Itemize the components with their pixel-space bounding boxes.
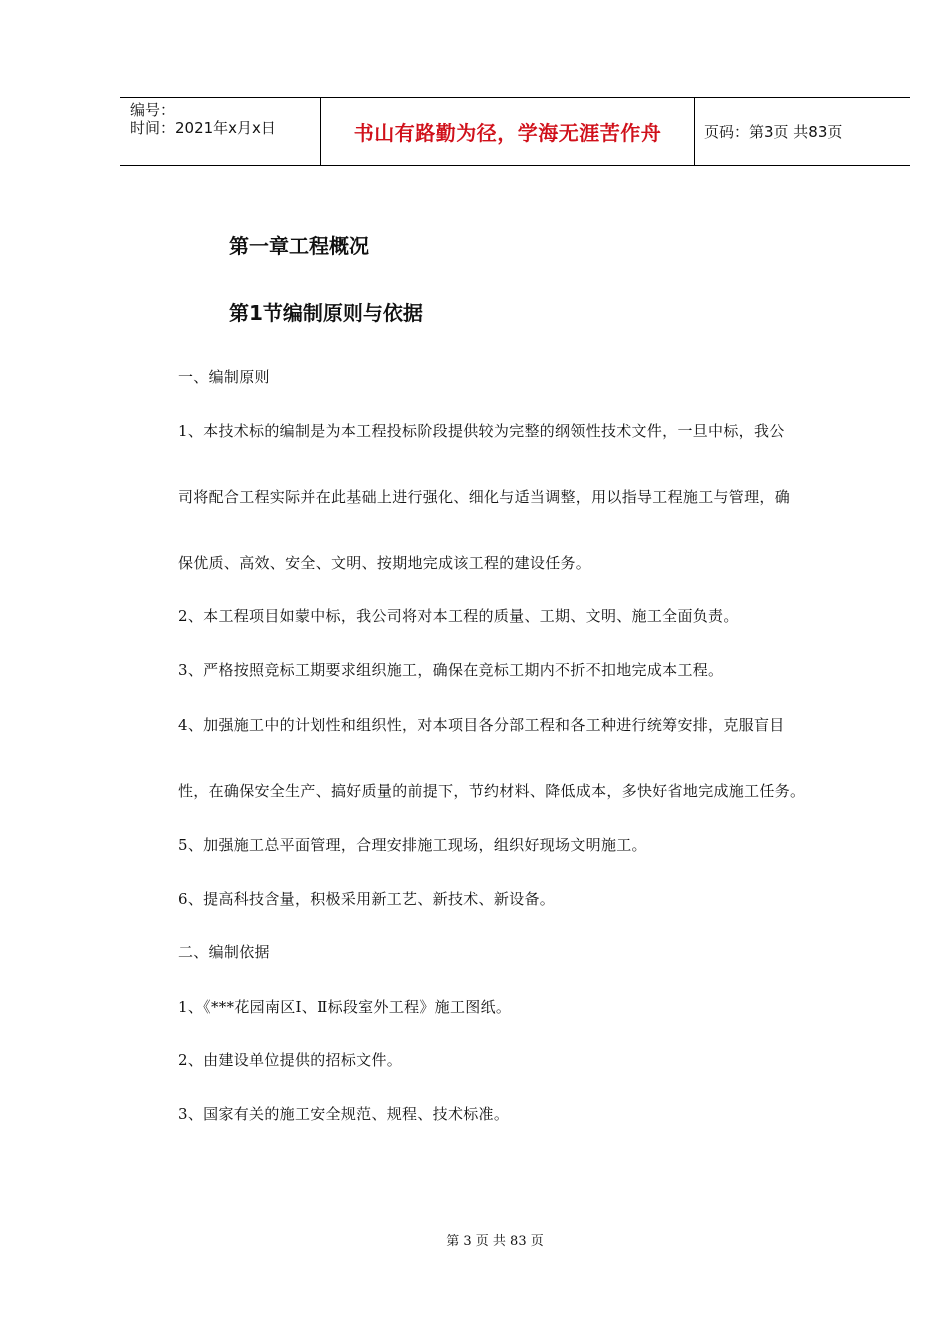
header-motto-cell [321, 98, 695, 165]
header-meta-cell [120, 98, 321, 165]
paragraph-line: 司将配合工程实际并在此基础上进行强化、细化与适当调整，用以指导工程施工与管理，确 [178, 488, 791, 506]
paragraph-line: 5、加强施工总平面管理，合理安排施工现场，组织好现场文明施工。 [178, 836, 647, 854]
paragraph-line: 一、编制原则 [178, 368, 270, 386]
paragraph-line: 保优质、高效、安全、文明、按期地完成该工程的建设任务。 [178, 554, 592, 572]
number-label: 编号： [130, 101, 176, 119]
paragraph-line: 3、国家有关的施工安全规范、规程、技术标准。 [178, 1105, 510, 1123]
page-info: 页码：第3页 共83页 [704, 123, 843, 141]
section-title: 第1节编制原则与依据 [229, 301, 423, 325]
paragraph-line: 1、本技术标的编制是为本工程投标阶段提供较为完整的纲领性技术文件，一旦中标，我公 [178, 422, 785, 440]
paragraph-line: 性，在确保安全生产、搞好质量的前提下，节约材料、降低成本，多快好省地完成施工任务。 [178, 782, 806, 800]
document-header [120, 97, 910, 166]
page-footer: 第 3 页 共 83 页 [446, 1234, 544, 1249]
chapter-title: 第一章工程概况 [229, 234, 369, 258]
paragraph-line: 6、提高科技含量，积极采用新工艺、新技术、新设备。 [178, 890, 556, 908]
motto-text: 书山有路勤为径，学海无涯苦作舟 [353, 121, 662, 145]
time-label: 时间：2021年x月x日 [130, 119, 276, 137]
paragraph-line: 二、编制依据 [178, 943, 270, 961]
paragraph-line: 3、严格按照竞标工期要求组织施工，确保在竞标工期内不折不扣地完成本工程。 [178, 661, 724, 679]
paragraph-line: 2、本工程项目如蒙中标，我公司将对本工程的质量、工期、文明、施工全面负责。 [178, 607, 739, 625]
header-page-cell [695, 98, 910, 165]
paragraph-line: 1、《***花园南区Ⅰ、Ⅱ标段室外工程》施工图纸。 [178, 998, 512, 1016]
paragraph-line: 2、由建设单位提供的招标文件。 [178, 1051, 403, 1069]
paragraph-line: 4、加强施工中的计划性和组织性，对本项目各分部工程和各工种进行统筹安排，克服盲目 [178, 716, 785, 734]
